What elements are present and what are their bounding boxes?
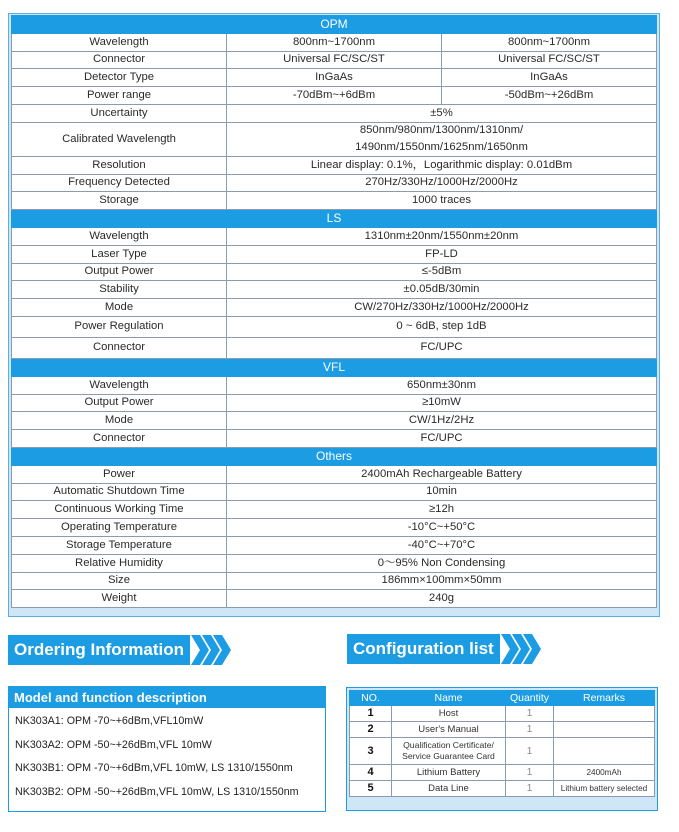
row-label: Storage Temperature [12, 536, 227, 554]
row-value: FC/UPC [227, 337, 657, 358]
table-row [12, 281, 657, 299]
list-item: NK303A1: OPM -70~+6dBm,VFL10mW [15, 715, 204, 727]
table-row [12, 412, 657, 430]
row-value: ≥12h [227, 501, 657, 519]
cell-remarks [554, 706, 655, 722]
row-value: 800nm~1700nm [442, 33, 657, 51]
section-header-opm: OPM [12, 16, 657, 34]
row-label: Resolution [12, 156, 227, 174]
model-box-title: Model and function description [9, 687, 325, 708]
row-label: Power [12, 465, 227, 483]
model-function-box [8, 686, 326, 812]
header-no: NO. [350, 691, 392, 706]
model-list [9, 708, 325, 808]
cell-qty: 1 [506, 738, 554, 765]
row-label: Detector Type [12, 69, 227, 87]
row-value: ±0.05dB/30min [227, 281, 657, 299]
cell-name-line-1: Qualification Certificate/ [403, 740, 494, 750]
cell-no: 5 [350, 781, 392, 797]
cell-qty: 1 [506, 765, 554, 781]
row-value: -10°C~+50°C [227, 519, 657, 537]
ordering-title: Ordering Information [8, 635, 190, 665]
ordering-information-banner [8, 635, 231, 665]
row-value: 0 ~ 6dB, step 1dB [227, 316, 657, 337]
table-row [12, 104, 657, 122]
row-value: 2400mAh Rechargeable Battery [227, 465, 657, 483]
table-row [350, 722, 655, 738]
table-row [12, 263, 657, 281]
calibrated-line-2: 1490nm/1550nm/1625nm/1650nm [355, 141, 528, 154]
row-value: InGaAs [227, 69, 442, 87]
table-row [12, 519, 657, 537]
table-row [12, 87, 657, 105]
row-value: 186mm×100mm×50mm [227, 572, 657, 590]
header-quantity: Quantity [506, 691, 554, 706]
cell-name: User's Manual [392, 722, 506, 738]
row-value: ±5% [227, 104, 657, 122]
row-label: Continuous Working Time [12, 501, 227, 519]
row-value: CW/270Hz/330Hz/1000Hz/2000Hz [227, 299, 657, 317]
row-value: 650nm±30nm [227, 376, 657, 394]
table-row [12, 501, 657, 519]
config-title: Configuration list [347, 634, 500, 664]
calibrated-line-1: 850nm/980nm/1300nm/1310nm/ [359, 124, 524, 137]
row-value: -50dBm~+26dBm [442, 87, 657, 105]
table-row [12, 572, 657, 590]
cell-name: Lithium Battery [392, 765, 506, 781]
table-row [12, 245, 657, 263]
cell-no: 1 [350, 706, 392, 722]
header-name: Name [392, 691, 506, 706]
row-value: FC/UPC [227, 430, 657, 448]
table-row [12, 33, 657, 51]
cell-name: Data Line [392, 781, 506, 797]
row-label: Stability [12, 281, 227, 299]
row-label: Wavelength [12, 227, 227, 245]
chevron-right-icon [501, 634, 541, 664]
cell-remarks [554, 738, 655, 765]
table-row [12, 536, 657, 554]
table-row [12, 174, 657, 192]
cell-name [392, 738, 506, 765]
list-item: NK303B1: OPM -70~+6dBm,VFL 10mW, LS 1310/1550nm [15, 762, 293, 774]
table-row [350, 781, 655, 797]
row-label: Relative Humidity [12, 554, 227, 572]
cell-no: 2 [350, 722, 392, 738]
table-row [12, 376, 657, 394]
table-row [12, 465, 657, 483]
row-label: Connector [12, 51, 227, 69]
row-label: Mode [12, 412, 227, 430]
row-label: Connector [12, 337, 227, 358]
section-header-others: Others [12, 447, 657, 465]
table-row [350, 706, 655, 722]
row-label: Wavelength [12, 33, 227, 51]
table-row [12, 430, 657, 448]
row-label: Power Regulation [12, 316, 227, 337]
row-value: 240g [227, 590, 657, 608]
row-label: Mode [12, 299, 227, 317]
row-value [227, 122, 657, 156]
cell-name-line-2: Service Guarantee Card [402, 751, 495, 761]
table-row [12, 394, 657, 412]
row-label: Operating Temperature [12, 519, 227, 537]
config-table [349, 690, 655, 797]
row-value: FP-LD [227, 245, 657, 263]
table-row [12, 590, 657, 608]
table-row [350, 738, 655, 765]
config-table-frame [346, 687, 658, 811]
row-value: 10min [227, 483, 657, 501]
table-row [350, 765, 655, 781]
section-header-vfl: VFL [12, 358, 657, 376]
row-label: Output Power [12, 394, 227, 412]
table-row [12, 316, 657, 337]
table-row [12, 299, 657, 317]
table-row [12, 156, 657, 174]
row-value: InGaAs [442, 69, 657, 87]
row-value: CW/1Hz/2Hz [227, 412, 657, 430]
config-header-row [350, 691, 655, 706]
table-row [12, 192, 657, 210]
row-label: Wavelength [12, 376, 227, 394]
row-value: 1000 traces [227, 192, 657, 210]
spec-table-frame [8, 13, 660, 617]
table-row [12, 554, 657, 572]
row-value: ≥10mW [227, 394, 657, 412]
cell-remarks: 2400mAh [554, 765, 655, 781]
row-value: -40°C~+70°C [227, 536, 657, 554]
row-value: Universal FC/SC/ST [442, 51, 657, 69]
table-row [12, 483, 657, 501]
row-value: 1310nm±20nm/1550nm±20nm [227, 227, 657, 245]
row-label: Size [12, 572, 227, 590]
row-label: Laser Type [12, 245, 227, 263]
row-value: Linear display: 0.1%，Logarithmic display: 0.01dBm [227, 156, 657, 174]
cell-qty: 1 [506, 722, 554, 738]
table-row [12, 227, 657, 245]
list-item: NK303B2: OPM -50~+26dBm,VFL 10mW, LS 1310/1550nm [15, 785, 299, 798]
cell-name: Host [392, 706, 506, 722]
row-value: 800nm~1700nm [227, 33, 442, 51]
cell-remarks [554, 722, 655, 738]
header-remarks: Remarks [554, 691, 655, 706]
row-label: Storage [12, 192, 227, 210]
row-value: 0～95% Non Condensing [227, 554, 657, 572]
row-label: Frequency Detected [12, 174, 227, 192]
row-label: Connector [12, 430, 227, 448]
table-row [12, 337, 657, 358]
row-label: Automatic Shutdown Time [12, 483, 227, 501]
row-value: -70dBm~+6dBm [227, 87, 442, 105]
chevron-right-icon [191, 635, 231, 665]
cell-no: 3 [350, 738, 392, 765]
row-label: Calibrated Wavelength [12, 122, 227, 156]
table-row [12, 69, 657, 87]
list-item: NK303A2: OPM -50~+26dBm,VFL 10mW [15, 738, 212, 751]
row-label: Output Power [12, 263, 227, 281]
section-header-ls: LS [12, 210, 657, 228]
spec-table [11, 15, 657, 608]
row-value: 270Hz/330Hz/1000Hz/2000Hz [227, 174, 657, 192]
cell-qty: 1 [506, 781, 554, 797]
row-label: Weight [12, 590, 227, 608]
configuration-list-banner [347, 634, 541, 664]
cell-remarks: Lithium battery selected [554, 781, 655, 797]
row-label: Power range [12, 87, 227, 105]
row-label: Uncertainty [12, 104, 227, 122]
table-row [12, 51, 657, 69]
table-row [12, 122, 657, 156]
row-value: Universal FC/SC/ST [227, 51, 442, 69]
cell-no: 4 [350, 765, 392, 781]
row-value: ≤-5dBm [227, 263, 657, 281]
cell-qty: 1 [506, 706, 554, 722]
